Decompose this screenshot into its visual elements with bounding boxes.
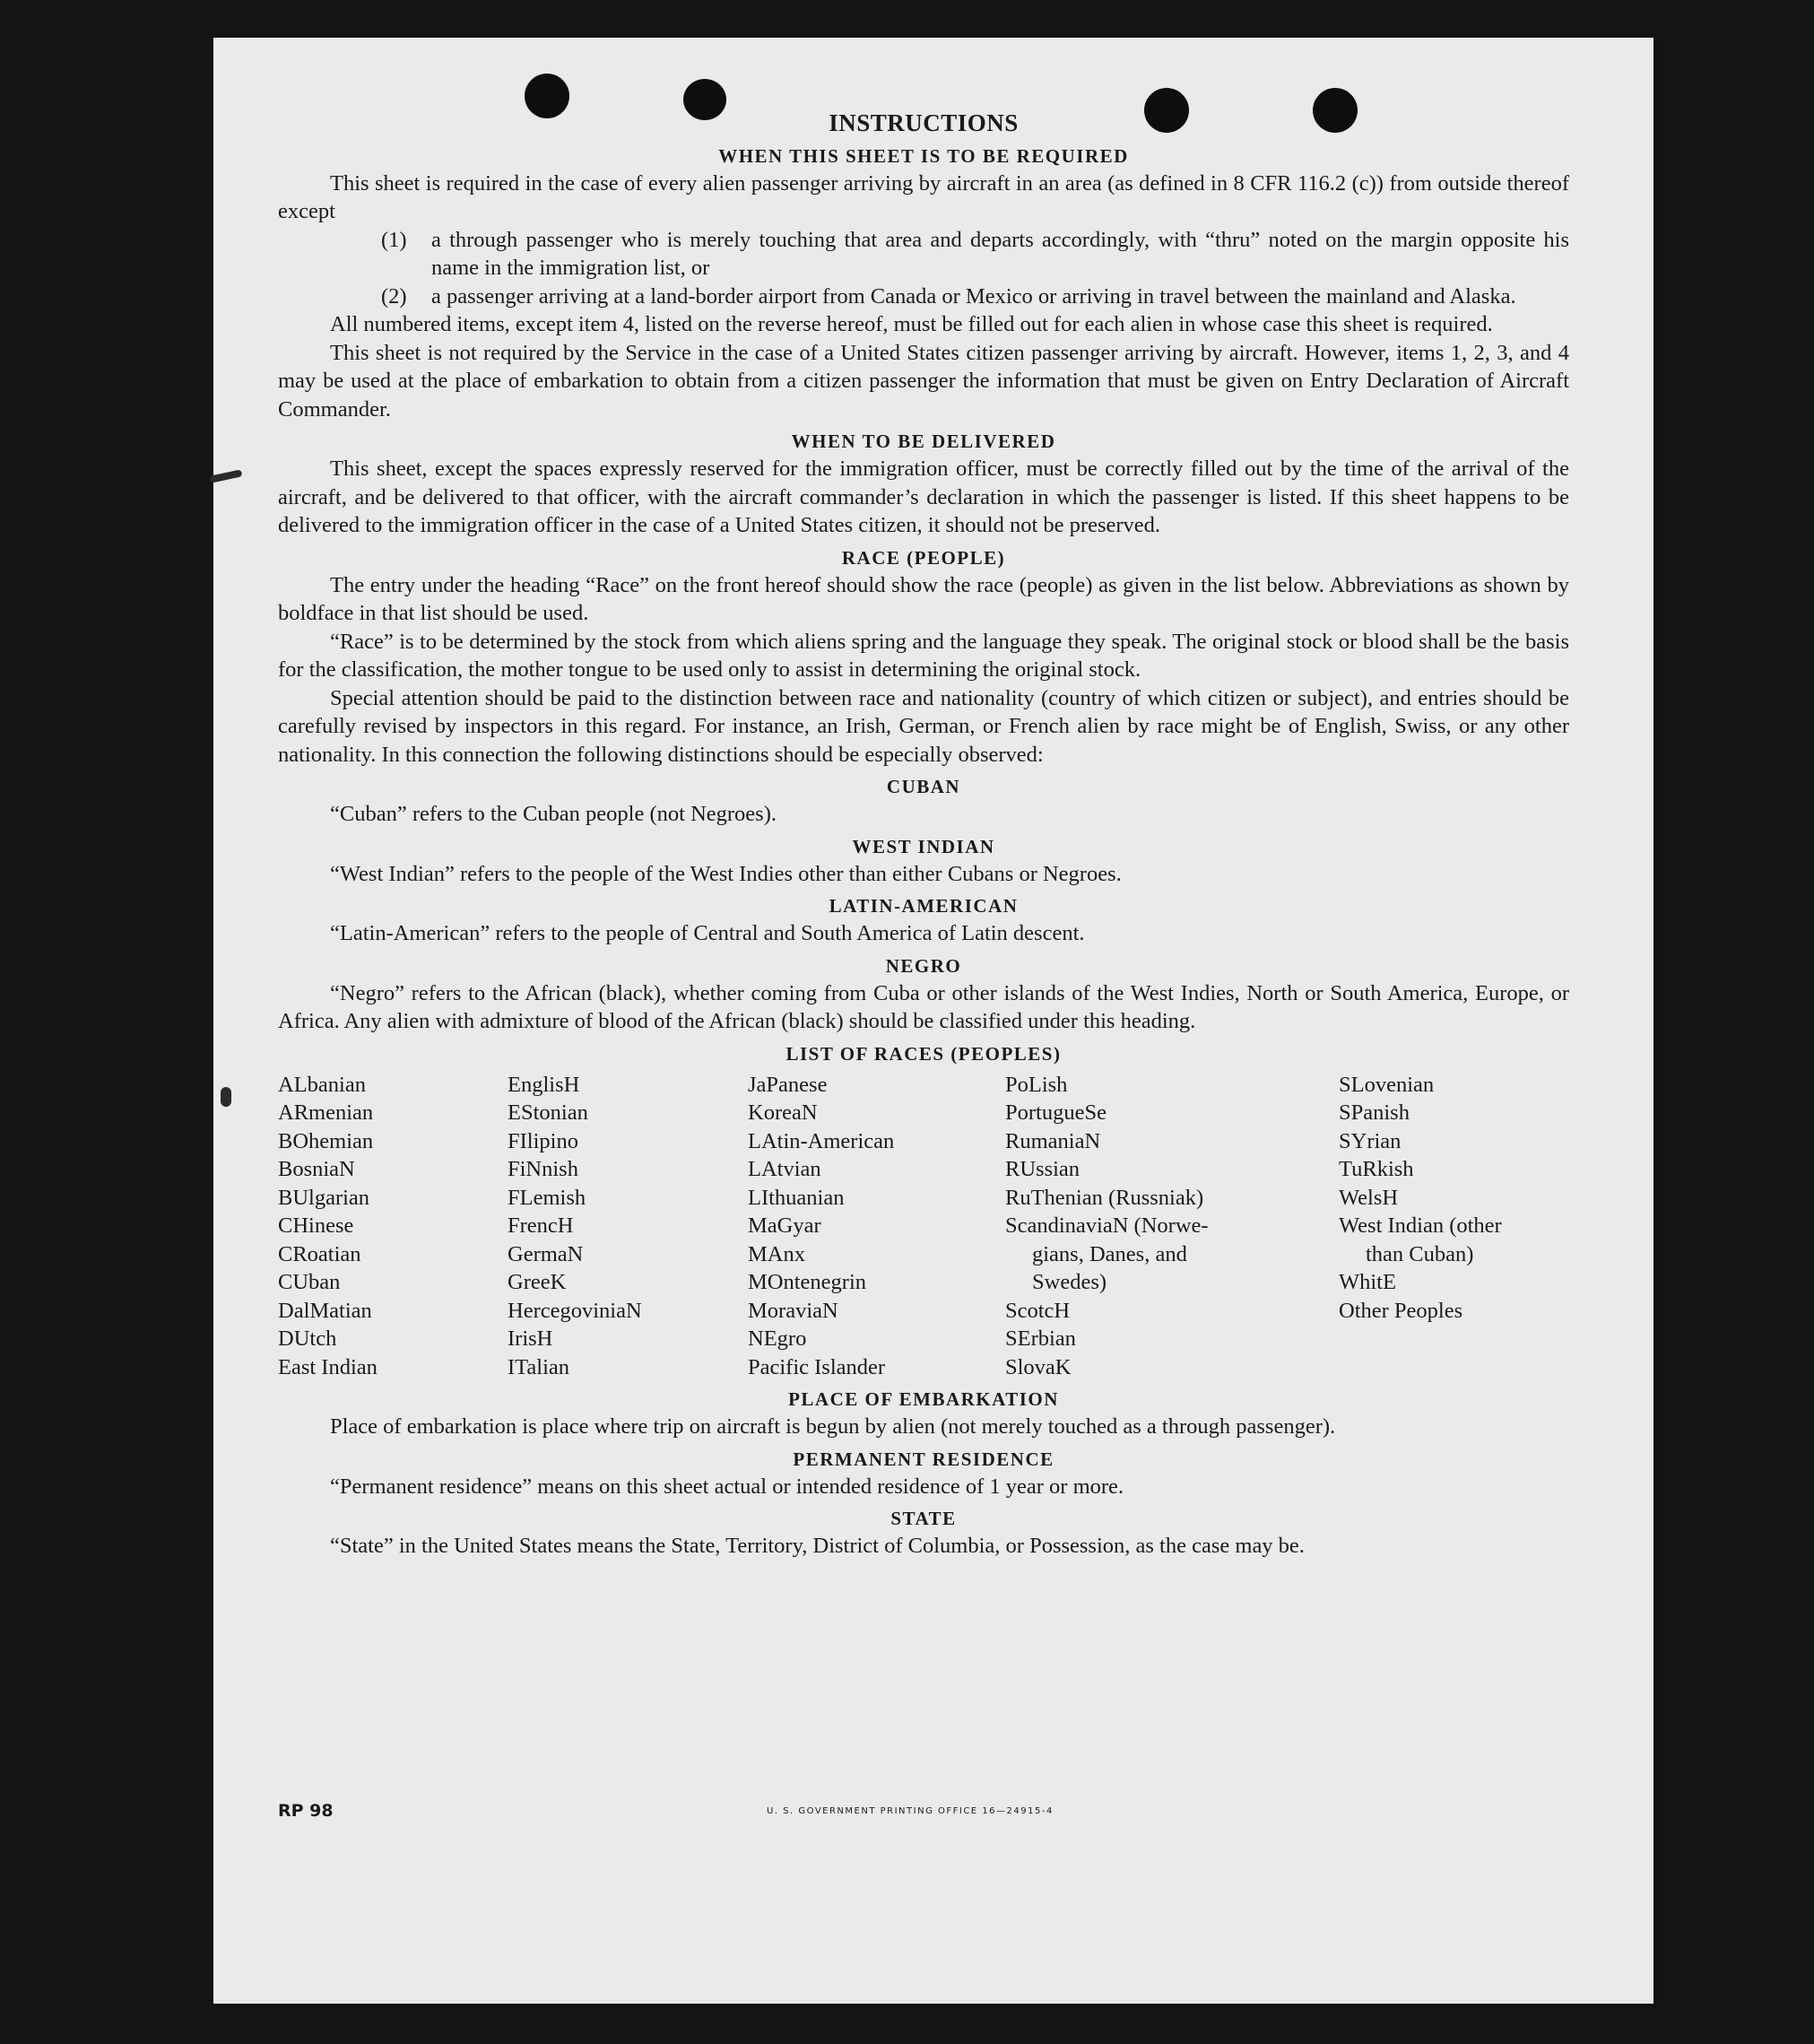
exception-text: a through passenger who is merely touching that area and departs accordingly, with “thru” noted on the margin opposite his name in the immigration list, or — [431, 227, 1569, 280]
section-heading-delivered: WHEN TO BE DELIVERED — [791, 431, 1056, 452]
race-paragraph-1: The entry under the heading “Race” on the front hereof should show the race (people) as given in the list below. Abbreviations as shown by boldface in that list should be used. — [278, 572, 1569, 625]
delivered-paragraph: This sheet, except the spaces expressly reserved for the immigration officer, must be correctly filled out by the time of the arrival of the aircraft, and be delivered to that officer, with the aircraft commander’s declaration in which the passenger is listed. If this sheet happens to be delivered to the immigration officer in the case of a United States citizen, it should not be preserved. — [278, 457, 1569, 537]
race-entry: LAtin-American — [748, 1128, 895, 1153]
race-entry: MaGyar — [748, 1213, 821, 1238]
race-entry: Other Peoples — [1339, 1298, 1463, 1323]
race-entry: LAtvian — [748, 1157, 821, 1181]
race-paragraph-2: “Race” is to be determined by the stock from which aliens spring and the language they speak. The original stock or blood shall be the basis for the classification, the mother tongue to be used only to assist in determining the original stock. — [278, 629, 1569, 682]
section-heading-embarkation: PLACE OF EMBARKATION — [788, 1388, 1059, 1410]
document-sheet — [213, 38, 1653, 2004]
race-entry: ALbanian — [278, 1072, 366, 1097]
race-entry: SPanish — [1339, 1100, 1410, 1125]
race-entry: ScotcH — [1005, 1298, 1071, 1323]
race-entry: East Indian — [278, 1354, 378, 1379]
races-table — [278, 1071, 1569, 1382]
section-heading-residence: PERMANENT RESIDENCE — [793, 1448, 1055, 1470]
section-heading-west-indian: WEST INDIAN — [852, 835, 995, 857]
race-entry: ARmenian — [278, 1100, 374, 1125]
race-entry: West Indian (other — [1339, 1213, 1502, 1238]
negro-paragraph: “Negro” refers to the African (black), whether coming from Cuba or other islands of the West Indies, North or South America, Europe, or Africa. Any alien with admixture of blood of the African (black) should be classified under this heading. — [278, 980, 1569, 1033]
race-entry: FLemish — [508, 1185, 586, 1210]
race-entry: RuThenian (Russniak) — [1005, 1185, 1204, 1210]
exception-number: (1) — [381, 227, 407, 252]
required-intro: This sheet is required in the case of every alien passenger arriving by aircraft in an area (as defined in 8 CFR 116.2 (c)) from outside thereof except — [278, 170, 1569, 223]
race-entry: CUban — [278, 1270, 341, 1294]
race-entry-continuation: Swedes) — [1032, 1270, 1107, 1294]
section-heading-race: RACE (PEOPLE) — [841, 546, 1006, 569]
page-title: INSTRUCTIONS — [829, 109, 1019, 136]
race-entry: PoLish — [1005, 1072, 1068, 1097]
section-heading-cuban: CUBAN — [886, 776, 961, 797]
section-heading-state: STATE — [890, 1508, 957, 1529]
race-entry: MAnx — [748, 1241, 805, 1266]
exception-item — [278, 226, 1569, 283]
race-entry: KoreaN — [748, 1100, 818, 1125]
race-entry: GreeK — [508, 1270, 567, 1294]
race-entry: LIthuanian — [748, 1185, 845, 1210]
section-heading-negro: NEGRO — [885, 954, 962, 977]
cuban-paragraph: “Cuban” refers to the Cuban people (not Negroes). — [330, 802, 777, 826]
exception-text: a passenger arriving at a land-border airport from Canada or Mexico or arriving in travel between the mainland and Alaska. — [431, 283, 1516, 309]
exception-item — [278, 283, 1569, 311]
race-entry: SLovenian — [1339, 1072, 1435, 1097]
state-paragraph: “State” in the United States means the State, Territory, District of Columbia, or Possession, as the case may be. — [330, 1534, 1305, 1558]
race-entry: SlovaK — [1005, 1354, 1072, 1379]
race-entry: NEgro — [748, 1326, 807, 1351]
instructions-body — [278, 109, 1569, 1561]
races-column-4 — [1005, 1071, 1339, 1382]
race-entry: ITalian — [508, 1354, 570, 1379]
west-indian-paragraph: “West Indian” refers to the people of the West Indies other than either Cubans or Negroes. — [330, 861, 1122, 886]
required-numbered-items: All numbered items, except item 4, listed on the reverse hereof, must be filled out for each alien in whose case this sheet is required. — [330, 312, 1493, 336]
race-entry: ScandinaviaN (Norwe- — [1005, 1213, 1209, 1238]
race-entry: BOhemian — [278, 1128, 374, 1153]
printer-imprint: U. S. GOVERNMENT PRINTING OFFICE 16—24915-4 — [767, 1806, 1054, 1816]
race-entry: RUssian — [1005, 1157, 1081, 1181]
race-entry: CRoatian — [278, 1241, 361, 1266]
races-column-2 — [508, 1071, 748, 1382]
race-entry: GermaN — [508, 1241, 584, 1266]
latin-american-paragraph: “Latin-American” refers to the people of Central and South America of Latin descent. — [330, 921, 1085, 945]
race-entry: PortugueSe — [1005, 1100, 1107, 1125]
race-entry: CHinese — [278, 1213, 354, 1238]
required-citizen-note: This sheet is not required by the Service in the case of a United States citizen passenger arriving by aircraft. However, items 1, 2, 3, and 4 may be used at the place of embarkation to obtain from a citizen passenger the information that must be given on Entry Declaration of Aircraft Commander. — [278, 340, 1569, 422]
race-entry: EStonian — [508, 1100, 588, 1125]
form-number: RP 98 — [278, 1801, 334, 1821]
margin-mark — [210, 469, 243, 483]
exception-number: (2) — [381, 283, 407, 309]
exceptions-list — [278, 226, 1569, 311]
race-entry: SYrian — [1339, 1128, 1402, 1153]
embarkation-paragraph: Place of embarkation is place where trip on aircraft is begun by alien (not merely touched as a through passenger). — [330, 1414, 1336, 1439]
race-entry: BUlgarian — [278, 1185, 370, 1210]
race-entry: MoraviaN — [748, 1298, 838, 1323]
race-entry: DalMatian — [278, 1298, 372, 1323]
race-entry: DUtch — [278, 1326, 337, 1351]
race-paragraph-3: Special attention should be paid to the distinction between race and nationality (country of which citizen or subject), and entries should be carefully revised by inspectors in this regard. For instance, an Irish, German, or French alien by race might be of English, Swiss, or any other nationality. In this connection the following distinctions should be especially observed: — [278, 685, 1569, 767]
race-entry: WhitE — [1339, 1270, 1396, 1294]
residence-paragraph: “Permanent residence” means on this sheet actual or intended residence of 1 year or more. — [330, 1474, 1124, 1499]
race-entry: SErbian — [1005, 1326, 1076, 1351]
race-entry: HercegoviniaN — [508, 1298, 642, 1323]
races-column-5 — [1339, 1071, 1569, 1382]
section-heading-latin-american: LATIN-AMERICAN — [829, 895, 1019, 917]
race-entry: TuRkish — [1339, 1157, 1414, 1181]
race-entry: EnglisH — [508, 1072, 580, 1097]
race-entry: RumaniaN — [1005, 1128, 1101, 1153]
section-heading-required: WHEN THIS SHEET IS TO BE REQUIRED — [718, 144, 1129, 167]
race-entry: JaPanese — [748, 1072, 828, 1097]
race-entry: Pacific Islander — [748, 1354, 886, 1379]
races-column-1 — [278, 1071, 508, 1382]
race-entry-continuation: gians, Danes, and — [1032, 1241, 1187, 1266]
race-entry: FrencH — [508, 1213, 574, 1238]
race-entry: MOntenegrin — [748, 1270, 866, 1294]
race-entry: BosniaN — [278, 1157, 355, 1181]
races-column-3 — [748, 1071, 1005, 1382]
race-entry-continuation: than Cuban) — [1366, 1241, 1474, 1266]
section-heading-races-list: LIST OF RACES (PEOPLES) — [785, 1042, 1062, 1065]
race-entry: FIlipino — [508, 1128, 578, 1153]
race-entry: FiNnish — [508, 1157, 578, 1181]
race-entry: IrisH — [508, 1326, 553, 1351]
margin-mark — [221, 1087, 231, 1107]
race-entry: WelsH — [1339, 1185, 1399, 1210]
